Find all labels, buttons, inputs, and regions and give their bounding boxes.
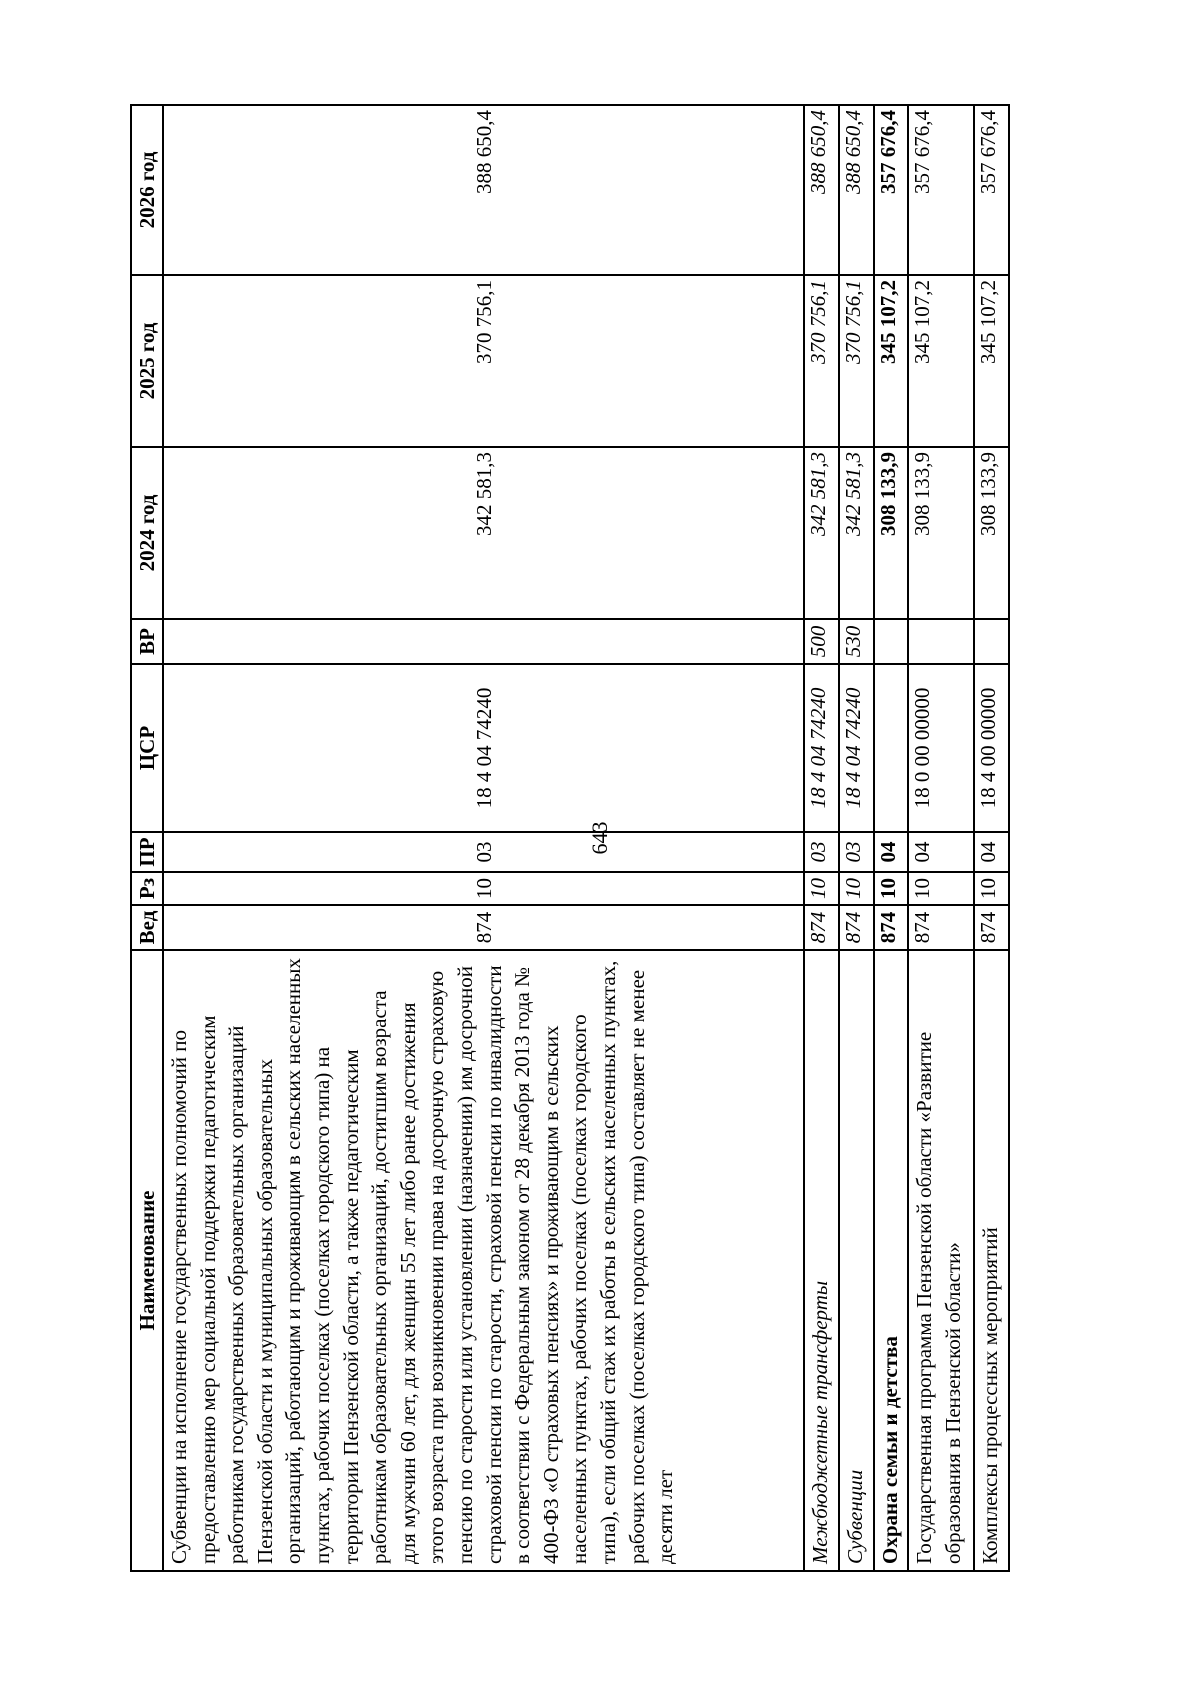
row-ved: 874 (974, 905, 1009, 950)
header-2024: 2024 год (131, 447, 163, 619)
row-csr: 18 4 04 74240 (839, 664, 874, 832)
row-2025: 345 107,2 (974, 275, 1009, 447)
row-rz: 10 (908, 872, 974, 905)
row-2026: 388 650,4 (839, 105, 874, 275)
header-row (131, 105, 163, 1571)
row-2024: 342 581,3 (804, 447, 839, 619)
row-2024: 308 133,9 (974, 447, 1009, 619)
row-vr (974, 619, 1009, 664)
row-name: Государственная программа Пензенской области «Развитие образования в Пензенской области» (908, 950, 974, 1571)
row-2024: 342 581,3 (163, 447, 804, 619)
header-2026: 2026 год (131, 105, 163, 275)
header-name: Наименование (131, 950, 163, 1571)
row-pr: 03 (804, 832, 839, 872)
header-pr: ПР (131, 832, 163, 872)
row-rz: 10 (974, 872, 1009, 905)
header-csr: ЦСР (131, 664, 163, 832)
row-name: Межбюджетные трансферты (804, 950, 839, 1571)
row-pr: 03 (163, 832, 804, 872)
row-name: Охрана семьи и детства (874, 950, 909, 1571)
row-vr: 530 (839, 619, 874, 664)
row-2026: 357 676,4 (974, 105, 1009, 275)
header-2025: 2025 год (131, 275, 163, 447)
row-csr (874, 664, 909, 832)
row-ved: 874 (874, 905, 909, 950)
row-2026: 357 676,4 (908, 105, 974, 275)
row-csr: 18 4 00 00000 (974, 664, 1009, 832)
header-ved: Вед (131, 905, 163, 950)
table-row (839, 105, 874, 1571)
row-vr (908, 619, 974, 664)
table-row (908, 105, 974, 1571)
row-2025: 370 756,1 (839, 275, 874, 447)
table-row (874, 105, 909, 1571)
row-csr: 18 4 04 74240 (163, 664, 804, 832)
row-2026: 388 650,4 (163, 105, 804, 275)
table-row (163, 105, 804, 1571)
row-name: Комплексы процессных мероприятий (974, 950, 1009, 1571)
row-rz: 10 (804, 872, 839, 905)
row-vr (874, 619, 909, 664)
header-vr: ВР (131, 619, 163, 664)
row-2024: 308 133,9 (908, 447, 974, 619)
table-row (804, 105, 839, 1571)
row-rz: 10 (839, 872, 874, 905)
row-2025: 345 107,2 (908, 275, 974, 447)
row-ved: 874 (839, 905, 874, 950)
header-rz: Рз (131, 872, 163, 905)
budget-table (130, 104, 1010, 1572)
row-2026: 388 650,4 (804, 105, 839, 275)
row-2025: 370 756,1 (804, 275, 839, 447)
row-ved: 874 (163, 905, 804, 950)
row-pr: 04 (874, 832, 909, 872)
row-rz: 10 (163, 872, 804, 905)
table-row (974, 105, 1009, 1571)
row-2026: 357 676,4 (874, 105, 909, 275)
row-csr: 18 0 00 00000 (908, 664, 974, 832)
row-rz: 10 (874, 872, 909, 905)
row-ved: 874 (804, 905, 839, 950)
row-pr: 03 (839, 832, 874, 872)
row-vr: 500 (804, 619, 839, 664)
row-vr (163, 619, 804, 664)
row-pr: 04 (974, 832, 1009, 872)
row-name: Субвенции (839, 950, 874, 1571)
row-2024: 342 581,3 (839, 447, 874, 619)
row-name: Субвенции на исполнение государственных полномочий по предоставлению мер социальной поддержки педагогическим работникам государственных образовательных организаций Пензенской области и муниципальных образовательных организаций, работающим и проживающим в сельских населенных пунктах, рабочих поселках (поселках городского типа) на территории Пензенской области, а также педагогическим работникам образовательных организаций, достигшим возраста для мужчин 60 лет, для женщин 55 лет либо ранее достижения этого возраста при возникновении права на досрочную страховую пенсию по старости или установлении (назначении) им досрочной страховой пенсии по старости, страховой пенсии по инвалидности в соответствии с Федеральным законом от 28 декабря 2013 года № 400-ФЗ «О страховых пенсиях» и проживающим в сельских населенных пунктах, рабочих поселках (поселках городского типа), если общий стаж их работы в сельских населенных пунктах, рабочих поселках (поселках городского типа) составляет не менее десяти лет (163, 950, 804, 1571)
row-2025: 370 756,1 (163, 275, 804, 447)
budget-table-rotated (130, 106, 1010, 1572)
row-2024: 308 133,9 (874, 447, 909, 619)
row-pr: 04 (908, 832, 974, 872)
row-csr: 18 4 04 74240 (804, 664, 839, 832)
row-2025: 345 107,2 (874, 275, 909, 447)
page-number: 643 (587, 821, 612, 855)
row-ved: 874 (908, 905, 974, 950)
